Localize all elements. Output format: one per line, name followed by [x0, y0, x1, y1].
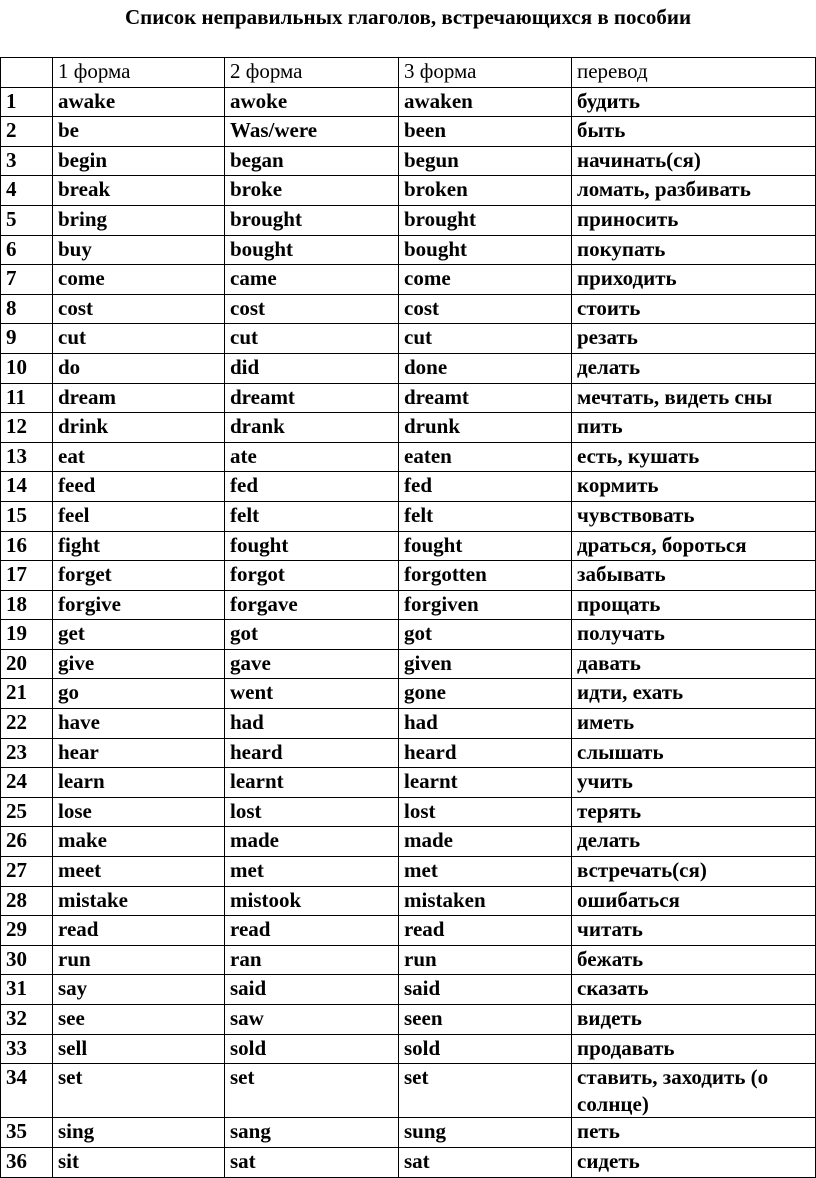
- form-3-cell: set: [399, 1064, 572, 1118]
- form-1-cell: feel: [53, 501, 225, 531]
- form-2-cell: came: [225, 265, 399, 295]
- form-3-cell: drunk: [399, 413, 572, 443]
- form-3-cell: given: [399, 649, 572, 679]
- form-2-cell: mistook: [225, 886, 399, 916]
- form-1-cell: cut: [53, 324, 225, 354]
- form-2-cell: awoke: [225, 87, 399, 117]
- header-translation: перевод: [572, 58, 816, 88]
- form-2-cell: learnt: [225, 768, 399, 798]
- form-2-cell: drank: [225, 413, 399, 443]
- table-row: [1, 590, 816, 620]
- form-2-cell: Was/were: [225, 117, 399, 147]
- form-3-cell: heard: [399, 738, 572, 768]
- table-row: [1, 501, 816, 531]
- table-row: [1, 886, 816, 916]
- form-3-cell: fed: [399, 472, 572, 502]
- row-number: 21: [1, 679, 53, 709]
- form-3-cell: cost: [399, 294, 572, 324]
- form-1-cell: hear: [53, 738, 225, 768]
- form-1-cell: forgive: [53, 590, 225, 620]
- row-number: 11: [1, 383, 53, 413]
- form-1-cell: make: [53, 827, 225, 857]
- form-1-cell: set: [53, 1064, 225, 1118]
- table-row: [1, 1064, 816, 1118]
- table-row: [1, 857, 816, 887]
- form-2-cell: fed: [225, 472, 399, 502]
- form-2-cell: forgave: [225, 590, 399, 620]
- form-2-cell: heard: [225, 738, 399, 768]
- form-1-cell: begin: [53, 146, 225, 176]
- translation-cell: ошибаться: [572, 886, 816, 916]
- row-number: 14: [1, 472, 53, 502]
- row-number: 5: [1, 205, 53, 235]
- form-2-cell: sat: [225, 1147, 399, 1177]
- row-number: 26: [1, 827, 53, 857]
- table-row: [1, 1034, 816, 1064]
- form-2-cell: sold: [225, 1034, 399, 1064]
- form-1-cell: lose: [53, 797, 225, 827]
- header-form-1: 1 форма: [53, 58, 225, 88]
- table-row: [1, 472, 816, 502]
- translation-cell: покупать: [572, 235, 816, 265]
- form-2-cell: had: [225, 709, 399, 739]
- row-number: 12: [1, 413, 53, 443]
- row-number: 35: [1, 1118, 53, 1148]
- translation-cell: приходить: [572, 265, 816, 295]
- table-row: [1, 679, 816, 709]
- form-1-cell: go: [53, 679, 225, 709]
- form-1-cell: be: [53, 117, 225, 147]
- form-2-cell: ate: [225, 442, 399, 472]
- row-number: 9: [1, 324, 53, 354]
- translation-cell: драться, бороться: [572, 531, 816, 561]
- form-3-cell: come: [399, 265, 572, 295]
- header-form-3: 3 форма: [399, 58, 572, 88]
- table-row: [1, 561, 816, 591]
- form-2-cell: fought: [225, 531, 399, 561]
- table-row: [1, 738, 816, 768]
- form-2-cell: went: [225, 679, 399, 709]
- table-row: [1, 1147, 816, 1177]
- form-2-cell: did: [225, 353, 399, 383]
- translation-cell: учить: [572, 768, 816, 798]
- translation-cell: сидеть: [572, 1147, 816, 1177]
- table-row: [1, 975, 816, 1005]
- row-number: 4: [1, 176, 53, 206]
- form-1-cell: read: [53, 916, 225, 946]
- form-1-cell: mistake: [53, 886, 225, 916]
- table-row: [1, 265, 816, 295]
- table-row: [1, 531, 816, 561]
- form-3-cell: had: [399, 709, 572, 739]
- translation-cell: кормить: [572, 472, 816, 502]
- table-row: [1, 1005, 816, 1035]
- table-row: [1, 235, 816, 265]
- form-3-cell: fought: [399, 531, 572, 561]
- table-row: [1, 117, 816, 147]
- translation-cell: прощать: [572, 590, 816, 620]
- form-1-cell: run: [53, 945, 225, 975]
- translation-cell: продавать: [572, 1034, 816, 1064]
- form-3-cell: run: [399, 945, 572, 975]
- form-2-cell: set: [225, 1064, 399, 1118]
- translation-cell: получать: [572, 620, 816, 650]
- translation-cell: мечтать, видеть сны: [572, 383, 816, 413]
- form-3-cell: mistaken: [399, 886, 572, 916]
- row-number: 27: [1, 857, 53, 887]
- form-1-cell: sit: [53, 1147, 225, 1177]
- row-number: 10: [1, 353, 53, 383]
- form-1-cell: get: [53, 620, 225, 650]
- table-header-row: [1, 58, 816, 88]
- row-number: 6: [1, 235, 53, 265]
- table-row: [1, 324, 816, 354]
- row-number: 8: [1, 294, 53, 324]
- row-number: 34: [1, 1064, 53, 1118]
- form-1-cell: fight: [53, 531, 225, 561]
- form-2-cell: lost: [225, 797, 399, 827]
- row-number: 32: [1, 1005, 53, 1035]
- form-3-cell: read: [399, 916, 572, 946]
- row-number: 31: [1, 975, 53, 1005]
- table-row: [1, 442, 816, 472]
- form-2-cell: ran: [225, 945, 399, 975]
- translation-cell: ставить, заходить (о солнце): [572, 1064, 816, 1118]
- form-3-cell: learnt: [399, 768, 572, 798]
- form-3-cell: said: [399, 975, 572, 1005]
- form-2-cell: bought: [225, 235, 399, 265]
- translation-cell: резать: [572, 324, 816, 354]
- form-3-cell: broken: [399, 176, 572, 206]
- form-2-cell: brought: [225, 205, 399, 235]
- translation-cell: забывать: [572, 561, 816, 591]
- form-2-cell: said: [225, 975, 399, 1005]
- row-number: 23: [1, 738, 53, 768]
- row-number: 18: [1, 590, 53, 620]
- row-number: 30: [1, 945, 53, 975]
- form-3-cell: been: [399, 117, 572, 147]
- translation-cell: стоить: [572, 294, 816, 324]
- form-2-cell: got: [225, 620, 399, 650]
- row-number: 25: [1, 797, 53, 827]
- translation-cell: встречать(ся): [572, 857, 816, 887]
- form-1-cell: have: [53, 709, 225, 739]
- form-2-cell: met: [225, 857, 399, 887]
- translation-cell: ломать, разбивать: [572, 176, 816, 206]
- row-number: 19: [1, 620, 53, 650]
- form-1-cell: dream: [53, 383, 225, 413]
- table-body: [1, 87, 816, 1177]
- form-3-cell: forgotten: [399, 561, 572, 591]
- form-1-cell: sell: [53, 1034, 225, 1064]
- row-number: 17: [1, 561, 53, 591]
- translation-cell: давать: [572, 649, 816, 679]
- form-1-cell: meet: [53, 857, 225, 887]
- form-2-cell: began: [225, 146, 399, 176]
- form-1-cell: say: [53, 975, 225, 1005]
- table-row: [1, 916, 816, 946]
- table-row: [1, 176, 816, 206]
- form-1-cell: sing: [53, 1118, 225, 1148]
- form-1-cell: cost: [53, 294, 225, 324]
- form-2-cell: forgot: [225, 561, 399, 591]
- table-row: [1, 205, 816, 235]
- translation-cell: иметь: [572, 709, 816, 739]
- form-2-cell: read: [225, 916, 399, 946]
- translation-cell: пить: [572, 413, 816, 443]
- translation-cell: сказать: [572, 975, 816, 1005]
- table-row: [1, 353, 816, 383]
- row-number: 36: [1, 1147, 53, 1177]
- header-form-2: 2 форма: [225, 58, 399, 88]
- table-row: [1, 620, 816, 650]
- page-title: Список неправильных глаголов, встречающихся в пособии: [124, 5, 692, 29]
- form-1-cell: drink: [53, 413, 225, 443]
- form-3-cell: sat: [399, 1147, 572, 1177]
- form-1-cell: come: [53, 265, 225, 295]
- form-3-cell: felt: [399, 501, 572, 531]
- row-number: 16: [1, 531, 53, 561]
- form-3-cell: sung: [399, 1118, 572, 1148]
- form-3-cell: dreamt: [399, 383, 572, 413]
- form-3-cell: gone: [399, 679, 572, 709]
- translation-cell: приносить: [572, 205, 816, 235]
- translation-cell: будить: [572, 87, 816, 117]
- form-3-cell: cut: [399, 324, 572, 354]
- row-number: 15: [1, 501, 53, 531]
- translation-cell: терять: [572, 797, 816, 827]
- form-2-cell: felt: [225, 501, 399, 531]
- form-3-cell: begun: [399, 146, 572, 176]
- form-3-cell: brought: [399, 205, 572, 235]
- table-row: [1, 649, 816, 679]
- form-3-cell: lost: [399, 797, 572, 827]
- table-row: [1, 146, 816, 176]
- table-row: [1, 945, 816, 975]
- form-1-cell: see: [53, 1005, 225, 1035]
- form-3-cell: seen: [399, 1005, 572, 1035]
- form-1-cell: do: [53, 353, 225, 383]
- table-row: [1, 1118, 816, 1148]
- table-row: [1, 383, 816, 413]
- table-row: [1, 709, 816, 739]
- translation-cell: чувствовать: [572, 501, 816, 531]
- form-2-cell: made: [225, 827, 399, 857]
- form-3-cell: eaten: [399, 442, 572, 472]
- form-1-cell: learn: [53, 768, 225, 798]
- row-number: 2: [1, 117, 53, 147]
- row-number: 22: [1, 709, 53, 739]
- form-1-cell: eat: [53, 442, 225, 472]
- row-number: 7: [1, 265, 53, 295]
- form-2-cell: saw: [225, 1005, 399, 1035]
- table-row: [1, 768, 816, 798]
- form-2-cell: cut: [225, 324, 399, 354]
- form-3-cell: made: [399, 827, 572, 857]
- translation-cell: идти, ехать: [572, 679, 816, 709]
- table-row: [1, 797, 816, 827]
- irregular-verbs-table: [0, 57, 816, 1178]
- form-3-cell: forgiven: [399, 590, 572, 620]
- table-row: [1, 87, 816, 117]
- translation-cell: делать: [572, 353, 816, 383]
- form-2-cell: dreamt: [225, 383, 399, 413]
- header-number: [1, 58, 53, 88]
- form-3-cell: awaken: [399, 87, 572, 117]
- row-number: 28: [1, 886, 53, 916]
- translation-cell: бежать: [572, 945, 816, 975]
- row-number: 24: [1, 768, 53, 798]
- translation-cell: видеть: [572, 1005, 816, 1035]
- form-1-cell: buy: [53, 235, 225, 265]
- translation-cell: есть, кушать: [572, 442, 816, 472]
- form-3-cell: done: [399, 353, 572, 383]
- table-row: [1, 827, 816, 857]
- form-2-cell: gave: [225, 649, 399, 679]
- form-3-cell: bought: [399, 235, 572, 265]
- form-1-cell: bring: [53, 205, 225, 235]
- row-number: 33: [1, 1034, 53, 1064]
- row-number: 20: [1, 649, 53, 679]
- row-number: 29: [1, 916, 53, 946]
- translation-cell: начинать(ся): [572, 146, 816, 176]
- form-1-cell: break: [53, 176, 225, 206]
- row-number: 13: [1, 442, 53, 472]
- translation-cell: слышать: [572, 738, 816, 768]
- form-1-cell: awake: [53, 87, 225, 117]
- table-row: [1, 294, 816, 324]
- translation-cell: делать: [572, 827, 816, 857]
- form-2-cell: sang: [225, 1118, 399, 1148]
- form-3-cell: sold: [399, 1034, 572, 1064]
- form-3-cell: met: [399, 857, 572, 887]
- form-3-cell: got: [399, 620, 572, 650]
- form-2-cell: cost: [225, 294, 399, 324]
- translation-cell: быть: [572, 117, 816, 147]
- form-1-cell: give: [53, 649, 225, 679]
- form-2-cell: broke: [225, 176, 399, 206]
- row-number: 1: [1, 87, 53, 117]
- form-1-cell: forget: [53, 561, 225, 591]
- table-row: [1, 413, 816, 443]
- translation-cell: петь: [572, 1118, 816, 1148]
- row-number: 3: [1, 146, 53, 176]
- form-1-cell: feed: [53, 472, 225, 502]
- translation-cell: читать: [572, 916, 816, 946]
